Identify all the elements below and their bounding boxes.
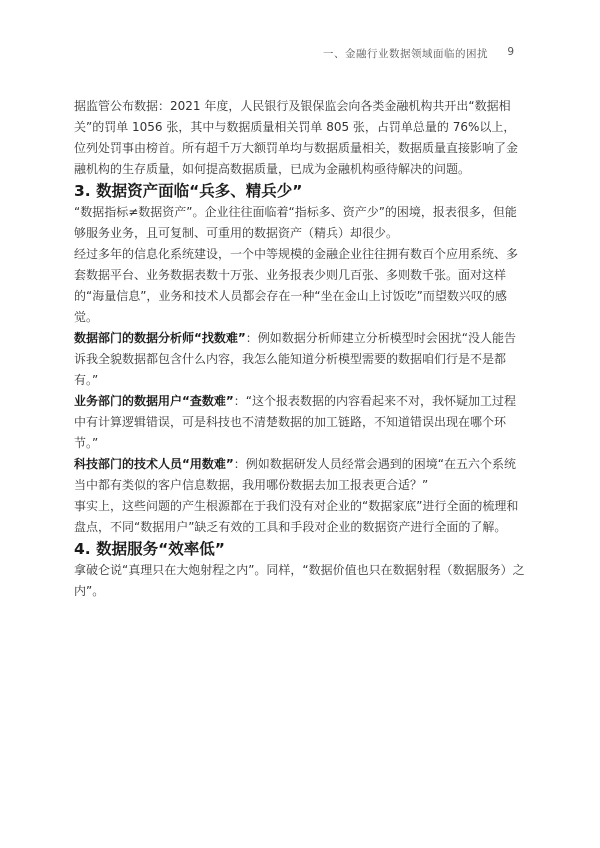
tech-staff-difficulty-label: 科技部门的技术人员“用数难”	[74, 457, 234, 471]
business-user-difficulty-text: ：“这个报表数据的内容看起来不对，我怀疑加工过程中有计算逻辑错误，可是科技也不清楚数据的加工链路，不知道错误出现在哪个环节。”	[74, 394, 517, 450]
analyst-difficulty-paragraph	[74, 328, 526, 391]
section-4-heading: 4. 数据服务“效率低”	[74, 540, 225, 558]
section-3-conclusion-paragraph: 事实上，这些问题的产生根源都在于我们没有对企业的“数据家底”进行全面的梳理和盘点，不同“数据用户”缺乏有效的工具和手段对企业的数据资产进行全面的了解。	[74, 499, 519, 534]
analyst-difficulty-text: ：例如数据分析师建立分析模型时会困扰“没人能告诉我全貌数据都包含什么内容，我怎么能知道分析模型需要的数据咱们行是不是都有。”	[74, 331, 517, 387]
page-number: 9	[507, 46, 514, 58]
section-3-heading: 3. 数据资产面临“兵多、精兵少”	[74, 182, 303, 200]
tech-staff-difficulty-paragraph	[74, 454, 526, 496]
analyst-difficulty-label: 数据部门的数据分析师“找数难”	[74, 331, 246, 345]
business-user-difficulty-paragraph	[74, 391, 526, 454]
header-chapter-title: 一、金融行业数据领域面临的困扰	[323, 48, 488, 60]
page-header	[0, 46, 600, 66]
section-3-paragraph-1: “数据指标≠数据资产”。企业往往面临着“指标多、资产少”的困境，报表很多，但能够服务业务，且可复制、可重用的数据资产（精兵）却很少。	[74, 205, 517, 240]
tech-staff-difficulty-text: ：例如数据研发人员经常会遇到的困境“在五六个系统当中都有类似的客户信息数据，我用哪份数据去加工报表更合适？”	[74, 457, 517, 492]
section-4-paragraph-1: 拿破仑说“真理只在大炮射程之内”。同样，“数据价值也只在数据射程（数据服务）之内”。	[74, 563, 525, 598]
section-3-paragraph-2: 经过多年的信息化系统建设，一个中等规模的金融企业往往拥有数百个应用系统、多套数据平台、业务数据表数十万张、业务报表少则几百张、多则数千张。面对这样的“海量信息”，业务和技术人员都会存在一种“坐在金山上讨饭吃”而望数兴叹的感觉。	[74, 247, 519, 324]
business-user-difficulty-label: 业务部门的数据用户“查数难”	[74, 394, 234, 408]
intro-paragraph: 据监管公布数据：2021 年度，人民银行及银保监会向各类金融机构共开出“数据相关”的罚单 1056 张，其中与数据质量相关罚单 805 张，占罚单总量的 76%以上，位列处罚事由榜首。所有超千万大额罚单均与数据质量相关，数据质量直接影响了金融机构的生存质量，如何提高数据质量，已成为金融机构亟待解决的问题。	[74, 99, 519, 176]
page-content	[74, 96, 526, 602]
